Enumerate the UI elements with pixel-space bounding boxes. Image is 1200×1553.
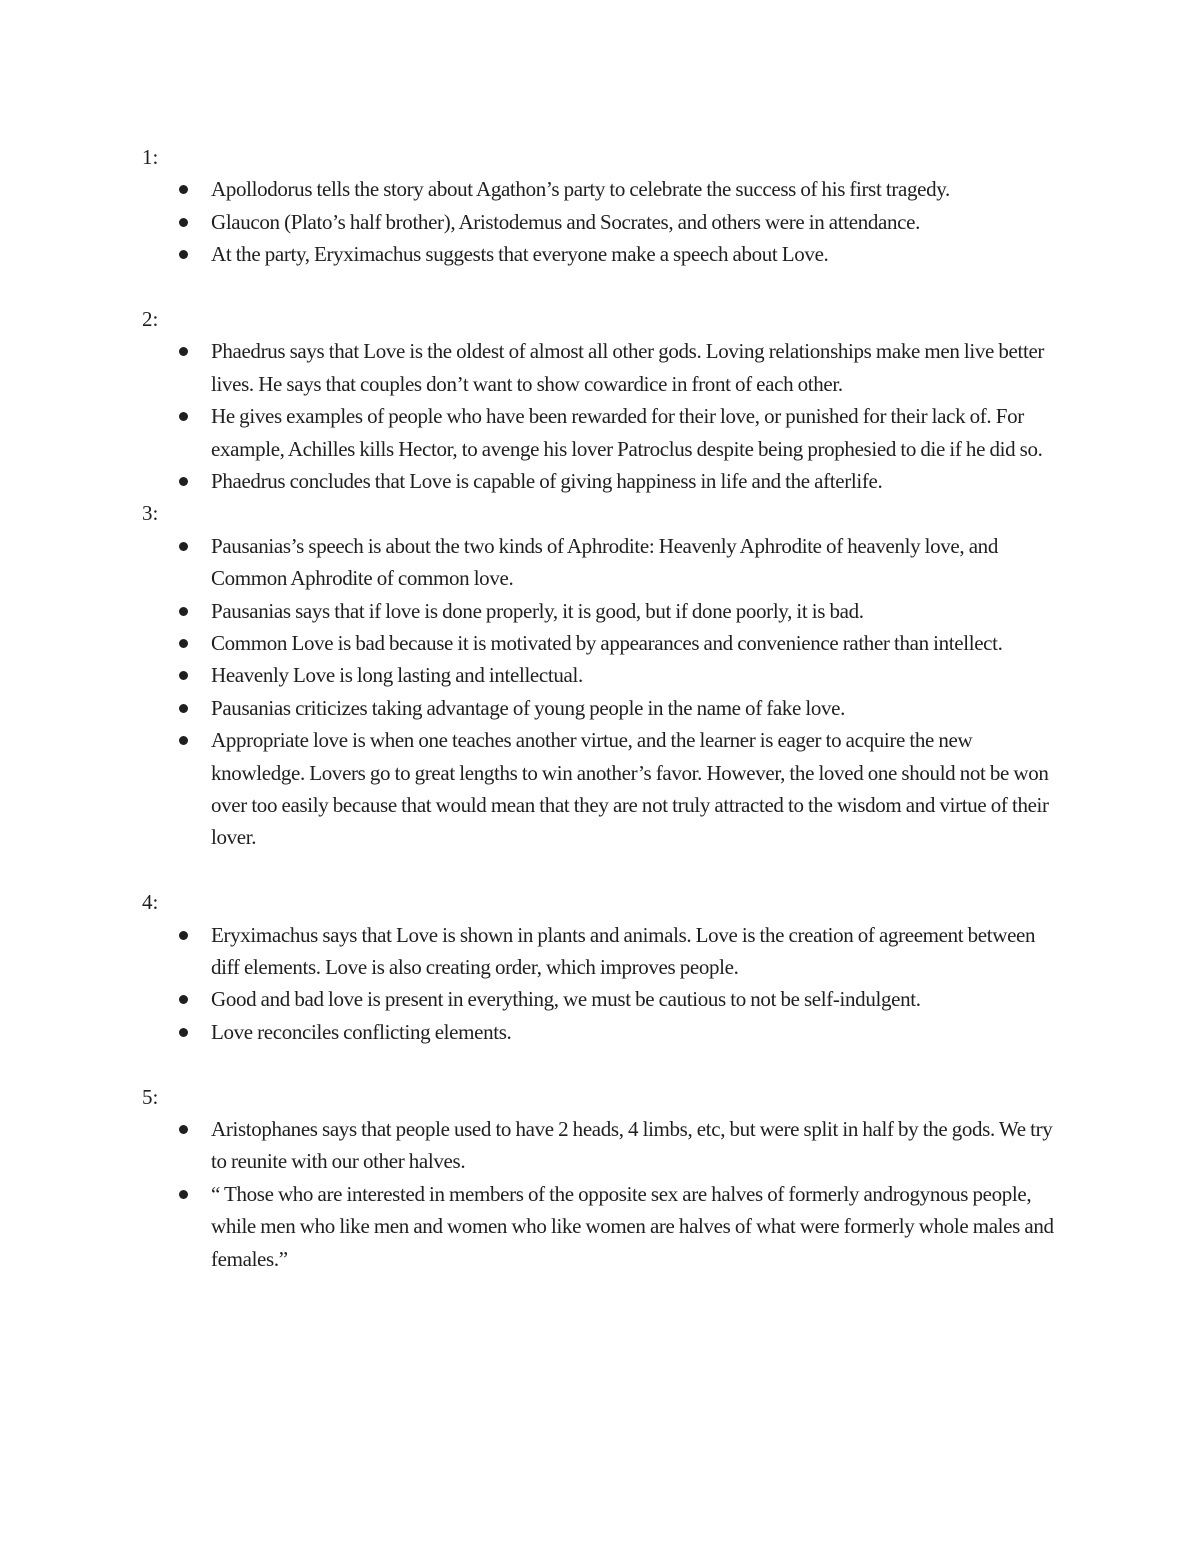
list-item-text: Aristophanes says that people used to have 2 heads, 4 limbs, etc, but were split in half by the gods. We try to reunite with our other halves. bbox=[211, 1117, 1053, 1174]
bullet-icon bbox=[179, 218, 188, 227]
bullet-icon bbox=[179, 185, 188, 194]
bullet-icon bbox=[179, 607, 188, 616]
notes-body bbox=[0, 141, 1200, 1275]
list-item-text: Phaedrus concludes that Love is capable of giving happiness in life and the afterlife. bbox=[211, 469, 883, 494]
bullet-icon bbox=[179, 1190, 188, 1199]
list-item-text: Glaucon (Plato’s half brother), Aristodemus and Socrates, and others were in attendance. bbox=[211, 209, 920, 234]
bullet-icon bbox=[179, 347, 188, 356]
bullet-icon bbox=[179, 1125, 188, 1134]
section-5 bbox=[0, 1081, 1200, 1275]
bullet-icon bbox=[179, 412, 188, 421]
list-item bbox=[0, 1016, 1061, 1048]
section-number: 1: bbox=[142, 145, 159, 169]
section-4 bbox=[0, 886, 1200, 1048]
bullet-list bbox=[0, 335, 1200, 497]
list-item bbox=[0, 400, 1061, 465]
section-1 bbox=[0, 141, 1200, 271]
section-3 bbox=[0, 497, 1200, 853]
list-item bbox=[0, 206, 1061, 238]
list-item-text: Pausanias says that if love is done properly, it is good, but if done poorly, it is bad. bbox=[211, 598, 864, 623]
list-item bbox=[0, 1113, 1061, 1178]
list-item-text: “ Those who are interested in members of the opposite sex are halves of formerly androgynous people, while men who like men and women who like women are halves of what were formerly whole males and females.” bbox=[211, 1181, 1054, 1271]
list-item bbox=[0, 1178, 1061, 1275]
bullet-list bbox=[0, 530, 1200, 854]
section-number: 4: bbox=[142, 890, 159, 915]
list-item-text: At the party, Eryximachus suggests that everyone make a speech about Love. bbox=[211, 242, 829, 267]
bullet-icon bbox=[179, 542, 188, 551]
list-item bbox=[0, 627, 1061, 659]
list-item-text: Love reconciles conflicting elements. bbox=[211, 1019, 512, 1044]
bullet-list bbox=[0, 173, 1200, 270]
list-item bbox=[0, 238, 1061, 270]
bullet-icon bbox=[179, 736, 188, 745]
list-item-text: Common Love is bad because it is motivated by appearances and convenience rather than intellect. bbox=[211, 631, 1003, 656]
section-number: 2: bbox=[142, 307, 159, 331]
bullet-icon bbox=[179, 639, 188, 648]
list-item-text: Pausanias’s speech is about the two kinds of Aphrodite: Heavenly Aphrodite of heavenly love, and Common Aphrodite of common love. bbox=[211, 533, 998, 591]
list-item bbox=[0, 530, 1061, 595]
bullet-icon bbox=[179, 1028, 188, 1037]
bullet-icon bbox=[179, 931, 188, 940]
bullet-icon bbox=[179, 995, 188, 1004]
list-item-text: Heavenly Love is long lasting and intellectual. bbox=[211, 663, 583, 688]
bullet-list bbox=[0, 1113, 1200, 1275]
list-item-text: Eryximachus says that Love is shown in plants and animals. Love is the creation of agreement between diff elements. Love is also creating order, which improves people. bbox=[211, 922, 1036, 980]
list-item bbox=[0, 659, 1061, 691]
list-item bbox=[0, 173, 1061, 205]
list-item bbox=[0, 692, 1061, 724]
bullet-list bbox=[0, 919, 1200, 1049]
list-item-text: Good and bad love is present in everything, we must be cautious to not be self-indulgent. bbox=[211, 987, 921, 1012]
list-item bbox=[0, 983, 1061, 1015]
list-item bbox=[0, 724, 1061, 854]
list-item-text: He gives examples of people who have been rewarded for their love, or punished for their lack of. For example, Achilles kills Hector, to avenge his lover Patroclus despite being prophesied to die if he did so. bbox=[211, 404, 1043, 461]
bullet-icon bbox=[179, 671, 188, 680]
section-number: 3: bbox=[142, 501, 159, 526]
list-item bbox=[0, 919, 1061, 984]
list-item-text: Appropriate love is when one teaches another virtue, and the learner is eager to acquire the new knowledge. Lovers go to great lengths to win another’s favor. However, the loved one should not be won over too easily because that would mean that they are not truly attracted to the wisdom and virtue of their lover. bbox=[211, 728, 1049, 850]
bullet-icon bbox=[179, 477, 188, 486]
list-item-text: Apollodorus tells the story about Agathon’s party to celebrate the success of his first tragedy. bbox=[211, 177, 950, 202]
list-item-text: Phaedrus says that Love is the oldest of almost all other gods. Loving relationships make men live better lives. He says that couples don’t want to show cowardice in front of each other. bbox=[211, 339, 1045, 396]
section-number: 5: bbox=[142, 1084, 159, 1109]
bullet-icon bbox=[179, 250, 188, 259]
section-2 bbox=[0, 303, 1200, 497]
bullet-icon bbox=[179, 704, 188, 713]
list-item bbox=[0, 595, 1061, 627]
list-item-text: Pausanias criticizes taking advantage of young people in the name of fake love. bbox=[211, 695, 846, 720]
list-item bbox=[0, 335, 1061, 400]
list-item bbox=[0, 465, 1061, 497]
